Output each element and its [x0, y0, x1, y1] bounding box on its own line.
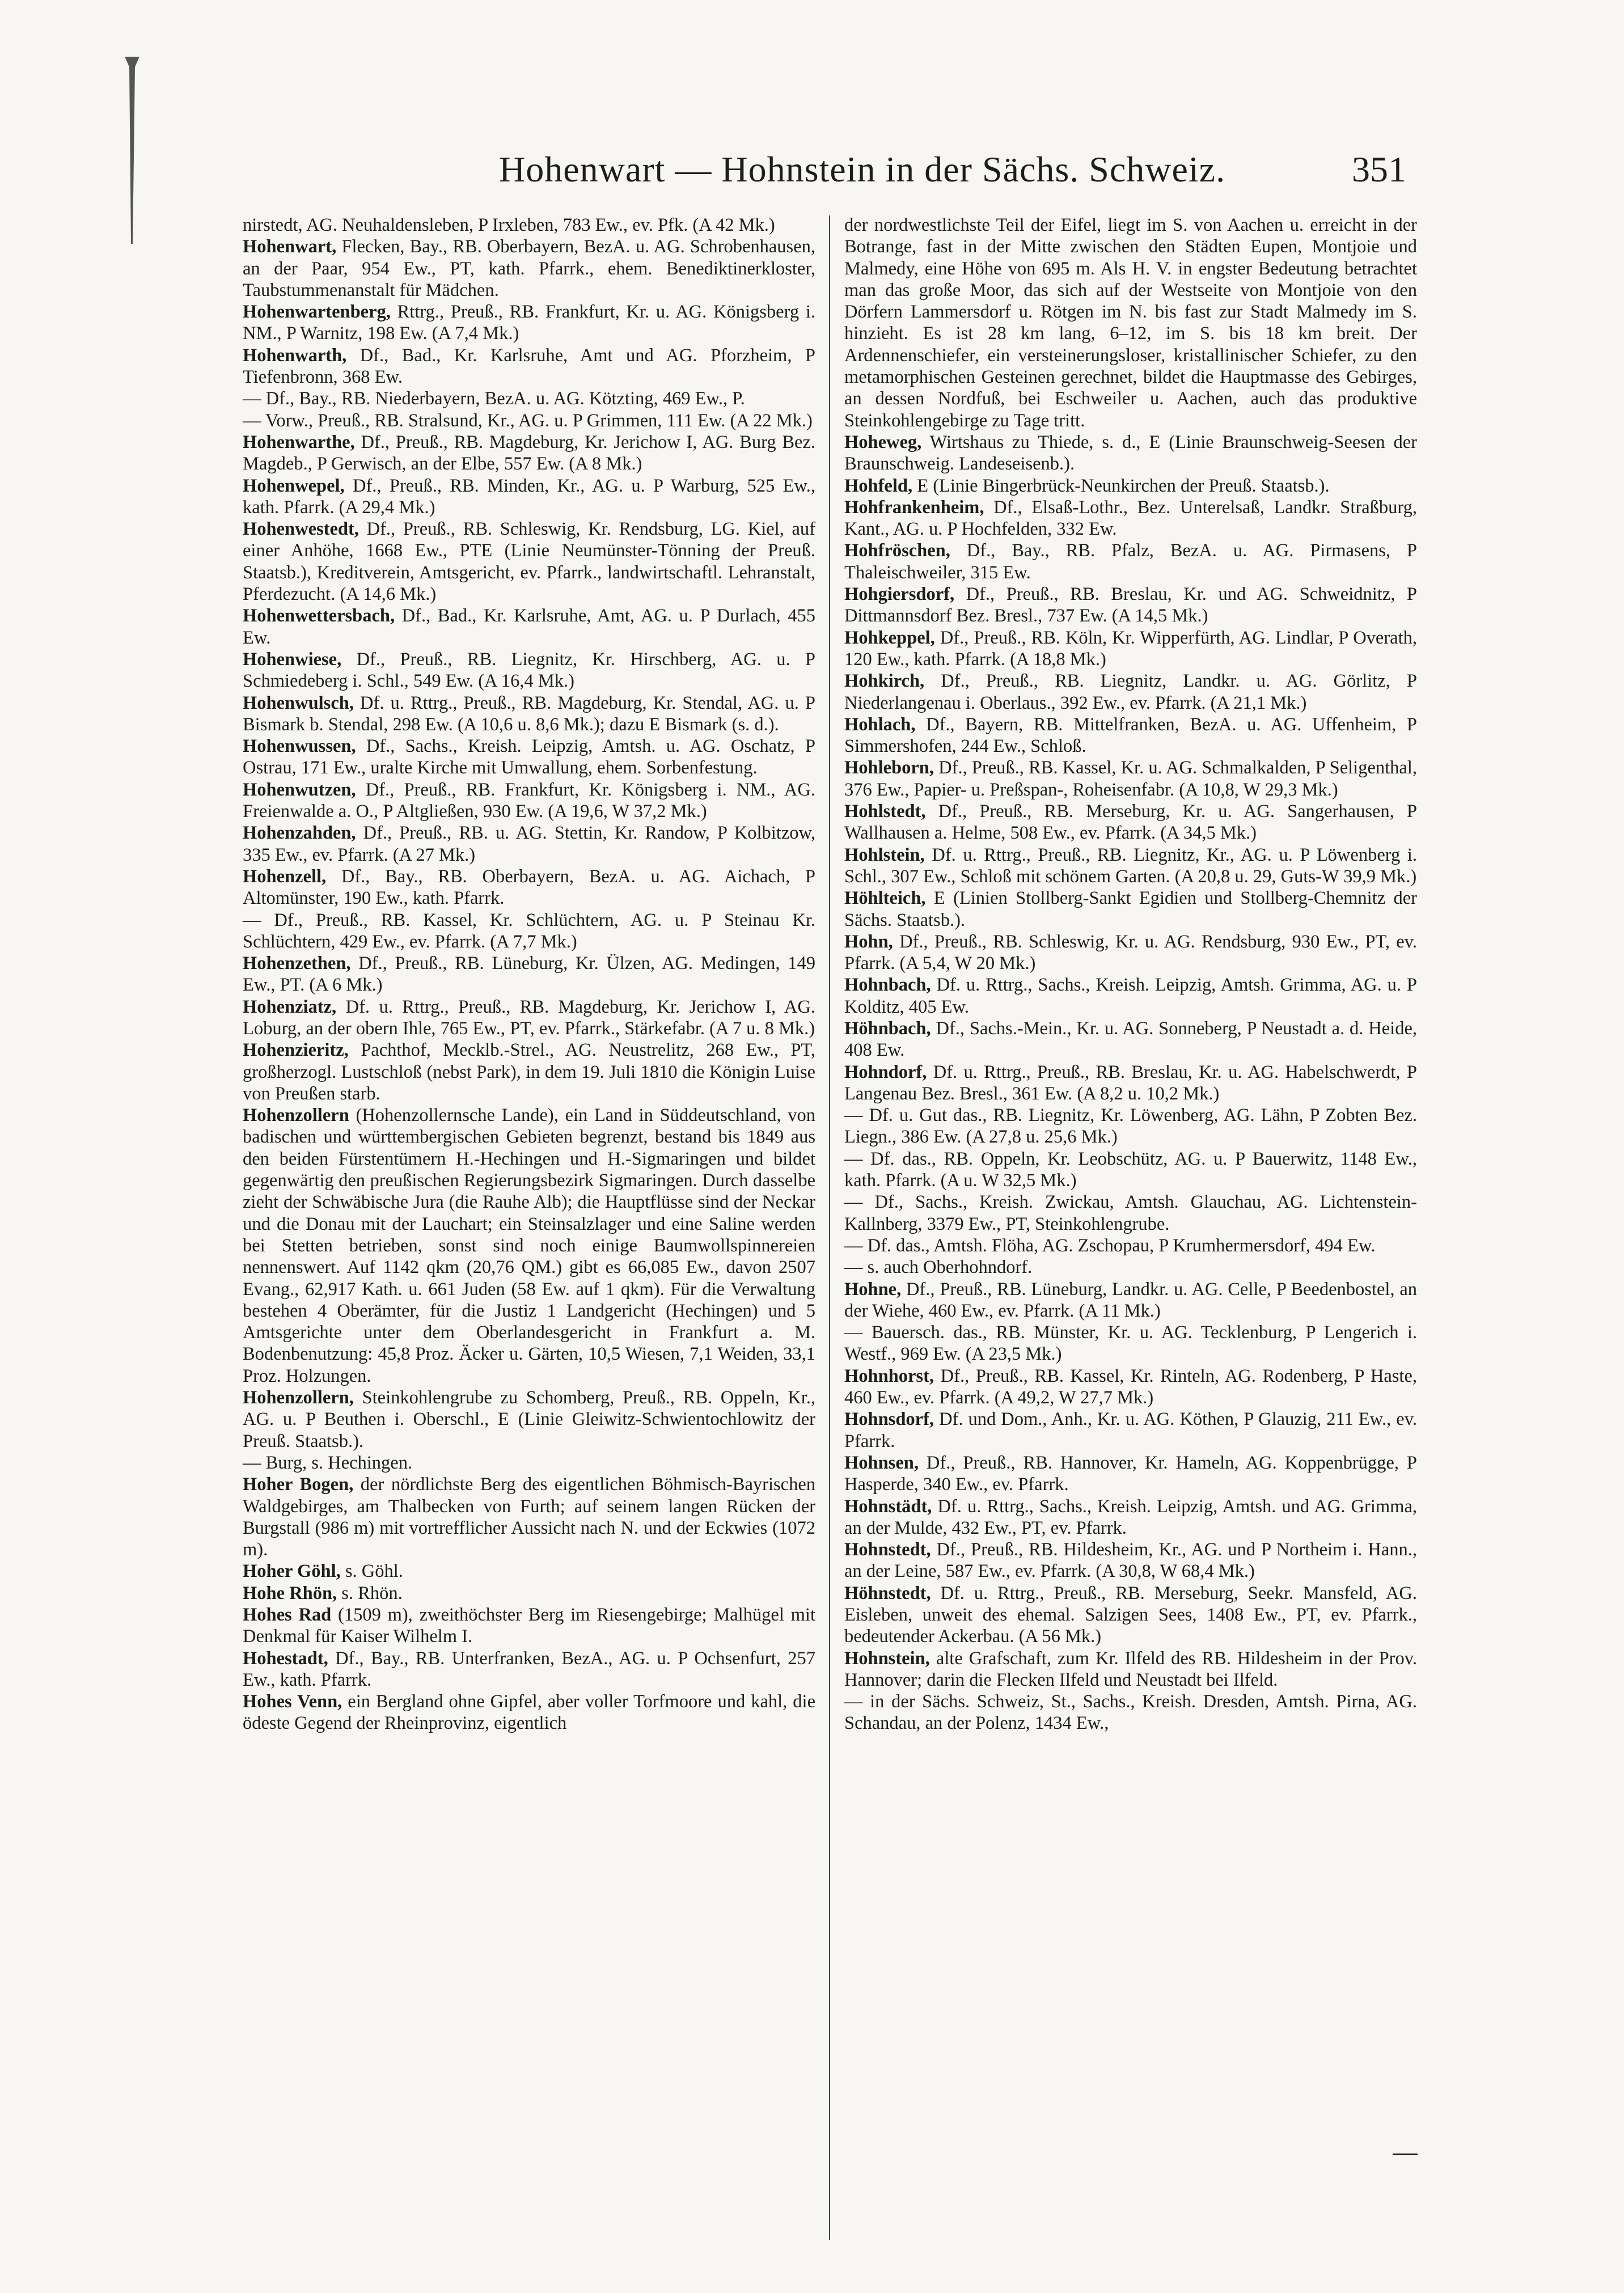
entry-text: Df., Preuß., RB. Lüneburg, Landkr. u. AG. Celle, P Beedenbostel, an der Wiehe, 460 Ew., ev. Pfarrk. (A 11 Mk.): [844, 1279, 1417, 1321]
dictionary-entry: [844, 1191, 1417, 1235]
entry-headword: Hohndorf,: [844, 1061, 927, 1082]
dictionary-entry: [243, 301, 815, 345]
entry-text: — Burg, s. Hechingen.: [243, 1452, 413, 1473]
entry-text: Steinkohlengrube zu Schomberg, Preuß., RB. Oppeln, Kr., AG. u. P Beuthen i. Oberschl., E (Linie Gleiwitz-Schwientochlowitz der Preuß. Staatsb.).: [243, 1387, 815, 1452]
dictionary-entry: [243, 692, 815, 736]
dictionary-entry: [243, 1452, 815, 1474]
entry-text: alte Grafschaft, zum Kr. Ilfeld des RB. Hildesheim in der Prov. Hannover; darin die Flecken Ilfeld und Neustadt bei Ilfeld.: [844, 1648, 1417, 1690]
dictionary-entry: [243, 345, 815, 388]
dictionary-entry: [844, 1235, 1417, 1257]
entry-headword: Hohenwutzen,: [243, 779, 356, 800]
entry-text: — Df., Preuß., RB. Kassel, Kr. Schlüchtern, AG. u. P Steinau Kr. Schlüchtern, 429 Ew., ev. Pfarrk. (A 7,7 Mk.): [243, 909, 815, 952]
dictionary-entry: [243, 1560, 815, 1582]
entry-text: Df. u. Rttrg., Preuß., RB. Magdeburg, Kr. Stendal, AG. u. P Bismark b. Stendal, 298 Ew. (A 10,6 u. 8,6 Mk.); dazu E Bismark (s. d.).: [243, 692, 815, 735]
entry-headword: Höhnbach,: [844, 1018, 931, 1039]
entry-text: — Df. das., RB. Oppeln, Kr. Leobschütz, AG. u. P Bauerwitz, 1148 Ew., kath. Pfarrk. (A u. W 32,5 Mk.): [844, 1148, 1417, 1191]
dictionary-entry: [844, 431, 1417, 475]
entry-text: Df., Preuß., RB. u. AG. Stettin, Kr. Randow, P Kolbitzow, 335 Ew., ev. Pfarrk. (A 27 Mk.): [243, 823, 815, 865]
entry-text: Df., Preuß., RB. Minden, Kr., AG. u. P Warburg, 525 Ew., kath. Pfarrk. (A 29,4 Mk.): [243, 475, 815, 518]
entry-headword: Hohenwestedt,: [243, 519, 359, 540]
entry-headword: Hohkirch,: [844, 671, 925, 692]
entry-headword: Hohfeld,: [844, 475, 913, 496]
entry-text: Df. und Dom., Anh., Kr. u. AG. Köthen, P Glauzig, 211 Ew., ev. Pfarrk.: [844, 1409, 1417, 1452]
entry-text: — Bauersch. das., RB. Münster, Kr. u. AG. Tecklenburg, P Lengerich i. Westf., 969 Ew. (A 23,5 Mk.): [844, 1322, 1417, 1365]
entry-text: Df. u. Rttrg., Sachs., Kreish. Leipzig, Amtsh. Grimma, AG. u. P Kolditz, 405 Ew.: [844, 975, 1417, 1017]
entry-headword: Hohnstein,: [844, 1648, 930, 1669]
entry-headword: Hohenzahden,: [243, 823, 356, 844]
dictionary-entry: [243, 475, 815, 519]
dictionary-entry: [844, 714, 1417, 758]
dictionary-entry: [844, 1496, 1417, 1539]
entry-headword: Hohenwart,: [243, 236, 337, 257]
entry-text: s. Göhl.: [340, 1561, 403, 1582]
dictionary-entry: [844, 1583, 1417, 1648]
entry-headword: Hohfröschen,: [844, 540, 950, 561]
entry-headword: Hohenzieritz,: [243, 1040, 349, 1061]
entry-headword: Hohnstedt,: [844, 1539, 931, 1560]
entry-text: Df., Preuß., RB. Hildesheim, Kr., AG. und P Northeim i. Hann., an der Leine, 587 Ew., ev. Pfarrk. (A 30,8, W 68,4 Mk.): [844, 1539, 1417, 1582]
dictionary-entry: [243, 410, 815, 431]
running-title: Hohenwart — Hohnstein in der Sächs. Schweiz.: [499, 149, 1226, 189]
entry-text: (1509 m), zweithöchster Berg im Riesengebirge; Malhügel mit Denkmal für Kaiser Wilhelm I.: [243, 1605, 815, 1647]
entry-text: Df., Preuß., RB. Köln, Kr. Wipperfürth, AG. Lindlar, P Overath, 120 Ew., kath. Pfarrk. (A 18,8 Mk.): [844, 627, 1417, 670]
entry-text: — Df. das., Amtsh. Flöha, AG. Zschopau, P Krumhermersdorf, 494 Ew.: [844, 1235, 1376, 1256]
entry-text: Df., Bad., Kr. Karlsruhe, Amt und AG. Pforzheim, P Tiefenbronn, 368 Ew.: [243, 345, 815, 388]
entry-text: — s. auch Oberhohndorf.: [844, 1257, 1033, 1278]
dictionary-entry: [844, 1061, 1417, 1105]
entry-text: E (Linie Bingerbrück-Neunkirchen der Preuß. Staatsb.).: [912, 475, 1330, 496]
entry-headword: Hohn,: [844, 931, 893, 952]
entry-text: Df., Bayern, RB. Mittelfranken, BezA. u. AG. Uffenheim, P Simmershofen, 244 Ew., Schloß.: [844, 714, 1417, 757]
entry-headword: Hohenwulsch,: [243, 692, 354, 713]
dictionary-entry: [844, 1148, 1417, 1192]
dictionary-entry: [243, 953, 815, 996]
dictionary-entry: [844, 583, 1417, 627]
dictionary-entry: [243, 822, 815, 866]
entry-headword: Hohenwarth,: [243, 345, 347, 366]
entry-headword: Hohenzethen,: [243, 953, 351, 974]
entry-text: E (Linien Stollberg-Sankt Egidien und Stollberg-Chemnitz der Sächs. Staatsb.).: [844, 888, 1417, 930]
entry-text: Df., Sachs., Kreish. Leipzig, Amtsh. u. AG. Oschatz, P Ostrau, 171 Ew., uralte Kirche mit Umwallung, ehem. Sorbenfestung.: [243, 736, 815, 779]
entry-text: Df., Sachs.-Mein., Kr. u. AG. Sonneberg, P Neustadt a. d. Heide, 408 Ew.: [844, 1018, 1417, 1061]
entry-headword: Hohe Rhön,: [243, 1583, 337, 1604]
entry-text: Df., Bay., RB. Oberbayern, BezA. u. AG. Aichach, P Altomünster, 190 Ew., kath. Pfarrk.: [243, 866, 815, 909]
entry-headword: Hohgiersdorf,: [844, 584, 955, 605]
entry-text: Wirtshaus zu Thiede, s. d., E (Linie Braunschweig-Seesen der Braunschweig. Landeseisenb.).: [844, 431, 1417, 475]
column-divider: [829, 215, 830, 2240]
dictionary-entry: [243, 518, 815, 605]
entry-text: Rttrg., Preuß., RB. Frankfurt, Kr. u. AG. Königsberg i. NM., P Warnitz, 198 Ew. (A 7,4 Mk.): [243, 302, 815, 344]
entry-headword: Hohfrankenheim,: [844, 497, 984, 518]
dictionary-entry: [243, 1648, 815, 1691]
left-column: [243, 214, 815, 1734]
dictionary-entry: [243, 735, 815, 779]
entry-headword: Hohnsen,: [844, 1452, 919, 1473]
entry-headword: Hohlach,: [844, 714, 916, 735]
dictionary-entry: [243, 605, 815, 649]
entry-text: Pachthof, Mecklb.-Strel., AG. Neustrelitz, 268 Ew., PT, großherzogl. Lustschloß (nebst Park), in dem 19. Juli 1810 die Königin Luise von Preußen starb.: [243, 1040, 815, 1104]
entry-headword: Hohnsdorf,: [844, 1409, 934, 1430]
entry-text: Df. u. Rttrg., Sachs., Kreish. Leipzig, Amtsh. und AG. Grimma, an der Mulde, 432 Ew., PT, ev. Pfarrk.: [844, 1496, 1417, 1538]
entry-headword: Hohenwarthe,: [243, 431, 355, 452]
dictionary-entry: [844, 1322, 1417, 1365]
entry-headword: Höhnstedt,: [844, 1583, 931, 1604]
entry-text: Df. u. Rttrg., Preuß., RB. Magdeburg, Kr. Jerichow I, AG. Loburg, an der obern Ihle, 765 Ew., PT, ev. Pfarrk., Stärkefabr. (A 7 u. 8 Mk.): [243, 996, 815, 1039]
entry-text: — Vorw., Preuß., RB. Stralsund, Kr., AG. u. P Grimmen, 111 Ew. (A 22 Mk.): [243, 410, 813, 431]
entry-headword: Hohenwussen,: [243, 736, 356, 757]
entry-headword: Hohenwiese,: [243, 649, 342, 670]
entry-headword: Höhlteich,: [844, 888, 926, 909]
entry-headword: Hohestadt,: [243, 1648, 328, 1669]
entry-text: Df., Elsaß-Lothr., Bez. Unterelsaß, Landkr. Straßburg, Kant., AG. u. P Hochfelden, 332 Ew.: [844, 497, 1417, 540]
dictionary-entry: [243, 388, 815, 409]
dictionary-entry: [844, 757, 1417, 801]
entry-text: Df., Bay., RB. Unterfranken, BezA., AG. u. P Ochsenfurt, 257 Ew., kath. Pfarrk.: [243, 1648, 815, 1690]
page-number: 351: [1352, 149, 1406, 189]
dictionary-entry: [243, 1691, 815, 1734]
dictionary-entry: [243, 779, 815, 823]
entry-headword: Hohenziatz,: [243, 996, 337, 1017]
entry-text: ein Bergland ohne Gipfel, aber voller Torfmoore und kahl, die ödeste Gegend der Rheinprovinz, eigentlich: [243, 1691, 815, 1734]
dictionary-entry: [243, 996, 815, 1040]
right-column: [844, 214, 1417, 1734]
entry-text: der nördlichste Berg des eigentlichen Böhmisch-Bayrischen Waldgebirges, am Thalbecken von Furth; auf seinem langen Rücken der Burgstall (986 m) mit vortrefflicher Aussicht nach N. und der Eckwies (1072 m).: [243, 1474, 815, 1560]
dictionary-entry: [243, 431, 815, 475]
entry-headword: Hohleborn,: [844, 758, 934, 779]
entry-text: Df. u. Rttrg., Preuß., RB. Merseburg, Seekr. Mansfeld, AG. Eisleben, unweit des ehemal. Salzigen Sees, 1408 Ew., PT, ev. Pfarrk., bedeutender Ackerbau. (A 56 Mk.): [844, 1583, 1417, 1647]
entry-headword: Hohenwepel,: [243, 475, 345, 496]
dictionary-entry: [844, 1105, 1417, 1148]
dictionary-entry: [243, 1039, 815, 1105]
entry-headword: Hohne,: [844, 1279, 902, 1300]
dictionary-entry: [844, 1452, 1417, 1496]
dictionary-entry: [844, 801, 1417, 844]
entry-text: Df., Preuß., RB. Frankfurt, Kr. Königsberg i. NM., AG. Freienwalde a. O., P Altgließen, 930 Ew. (A 19,6, W 37,2 Mk.): [243, 779, 815, 822]
dictionary-entry: [844, 497, 1417, 540]
entry-text: — Df. u. Gut das., RB. Liegnitz, Kr. Löwenberg, AG. Lähn, P Zobten Bez. Liegn., 386 Ew. (A 27,8 u. 25,6 Mk.): [844, 1105, 1417, 1148]
dictionary-entry: [844, 540, 1417, 583]
entry-text: Df., Preuß., RB. Breslau, Kr. und AG. Schweidnitz, P Dittmannsdorf Bez. Bresl., 737 Ew. (A 14,5 Mk.): [844, 584, 1417, 627]
dictionary-entry: [844, 1018, 1417, 1061]
entry-headword: Hohenzollern: [243, 1105, 349, 1126]
entry-text: — in der Sächs. Schweiz, St., Sachs., Kreish. Dresden, Amtsh. Pirna, AG. Schandau, an der Polenz, 1434 Ew.,: [844, 1691, 1417, 1734]
binding-mark-icon: [124, 57, 141, 244]
entry-text: Df., Preuß., RB. Hannover, Kr. Hameln, AG. Koppenbrügge, P Hasperde, 340 Ew., ev. Pfarrk.: [844, 1452, 1417, 1495]
dictionary-entry: [844, 887, 1417, 931]
entry-text: Df., Preuß., RB. Magdeburg, Kr. Jerichow I, AG. Burg Bez. Magdeb., P Gerwisch, an der Elbe, 557 Ew. (A 8 Mk.): [243, 431, 815, 475]
page-header: [238, 149, 1406, 200]
entry-headword: Hohnstädt,: [844, 1496, 932, 1517]
dictionary-entry: [243, 1474, 815, 1560]
dictionary-entry: [243, 649, 815, 692]
dictionary-entry: [844, 475, 1417, 497]
entry-headword: Hohenwettersbach,: [243, 606, 395, 627]
dictionary-entry: [844, 670, 1417, 714]
dictionary-entry: [243, 909, 815, 953]
entry-text: Df., Bay., RB. Pfalz, BezA. u. AG. Pirmasens, P Thaleischweiler, 315 Ew.: [844, 540, 1417, 583]
entry-headword: Hohenzollern,: [243, 1387, 354, 1408]
entry-text: — Df., Bay., RB. Niederbayern, BezA. u. AG. Kötzting, 469 Ew., P.: [243, 388, 745, 409]
entry-text: — Df., Sachs., Kreish. Zwickau, Amtsh. Glauchau, AG. Lichtenstein-Kallnberg, 3379 Ew., PT, Steinkohlengrube.: [844, 1192, 1417, 1234]
entry-text: s. Rhön.: [337, 1583, 403, 1604]
entry-headword: Hoher Göhl,: [243, 1561, 341, 1582]
entry-text: Df., Preuß., RB. Lüneburg, Kr. Ülzen, AG. Medingen, 149 Ew., PT. (A 6 Mk.): [243, 953, 815, 996]
entry-text: (Hohenzollernsche Lande), ein Land in Süddeutschland, von badischen und württembergischen Gebieten begrenzt, bestand bis 1849 aus den beiden Fürstentümern H.-Hechingen und H.-Sigmaringen und bildet gegenwärtig den preußischen Regierungsbezirk Sigmaringen. Durch dasselbe zieht der Schwäbische Jura (die Rauhe Alb); die Hauptflüsse sind der Neckar und die Donau mit der Lauchart; ein Steinsalzlager und eine Saline werden bei Stetten betrieben, sonst sind noch einige Baumwollspinnereien nennenswert. Auf 1142 qkm (20,76 QM.) gibt es 66,085 Ew., davon 2507 Evang., 62,917 Kath. u. 661 Juden (58 Ew. auf 1 qkm). Für die Verwaltung bestehen 4 Oberämter, für die Justiz 1 Landgericht (Hechingen) und 5 Amtsgerichte unter dem Oberlandesgericht in Frankfurt a. M. Bodenbenutzung: 45,8 Proz. Äcker u. Gärten, 10,5 Wiesen, 7,1 Weiden, 33,1 Proz. Holzungen.: [243, 1105, 815, 1386]
dictionary-entry: [243, 1387, 815, 1452]
dictionary-entry: [243, 236, 815, 301]
dictionary-entry: [844, 1408, 1417, 1452]
entry-text: Df., Preuß., RB. Schleswig, Kr. u. AG. Rendsburg, 930 Ew., PT, ev. Pfarrk. (A 5,4, W 20 Mk.): [844, 931, 1417, 974]
dictionary-entry: [243, 214, 815, 236]
dictionary-entry: [844, 1279, 1417, 1322]
dictionary-entry: [844, 974, 1417, 1018]
dictionary-entry: [844, 627, 1417, 671]
entry-text: Df., Preuß., RB. Kassel, Kr. u. AG. Schmalkalden, P Seligenthal, 376 Ew., Papier- u. Preßspan-, Roheisenfabr. (A 10,8, W 29,3 Mk.): [844, 758, 1417, 800]
dictionary-entry: [844, 931, 1417, 975]
entry-headword: Hohlstedt,: [844, 801, 926, 822]
entry-text: Df. u. Rttrg., Preuß., RB. Liegnitz, Kr., AG. u. P Löwenberg i. Schl., 307 Ew., Schloß mit schönem Garten. (A 20,8 u. 29, Guts-W 39,9 Mk.): [844, 844, 1417, 887]
dictionary-entry: [844, 214, 1417, 431]
entry-text: Df., Preuß., RB. Liegnitz, Landkr. u. AG. Görlitz, P Niederlangenau i. Oberlaus., 392 Ew., ev. Pfarrk. (A 21,1 Mk.): [844, 671, 1417, 713]
dictionary-entry: [844, 1539, 1417, 1583]
entry-headword: Hohnhorst,: [844, 1365, 934, 1386]
entry-text: Df., Bad., Kr. Karlsruhe, Amt, AG. u. P Durlach, 455 Ew.: [243, 606, 815, 648]
dictionary-entry: [844, 1648, 1417, 1691]
dictionary-entry: [844, 844, 1417, 888]
dictionary-entry: [243, 866, 815, 909]
dictionary-entry: [243, 1604, 815, 1648]
entry-text: Flecken, Bay., RB. Oberbayern, BezA. u. AG. Schrobenhausen, an der Paar, 954 Ew., PT, kath. Pfarrk., ehem. Benediktinerkloster, Taubstummenanstalt für Mädchen.: [243, 236, 815, 301]
entry-headword: Hoheweg,: [844, 431, 922, 452]
entry-headword: Hohlstein,: [844, 844, 925, 865]
dictionary-entry: [844, 1365, 1417, 1409]
entry-text: Df., Preuß., RB. Kassel, Kr. Rinteln, AG. Rodenberg, P Haste, 460 Ew., ev. Pfarrk. (A 49,2, W 27,7 Mk.): [844, 1365, 1417, 1408]
dictionary-entry: [243, 1583, 815, 1604]
entry-text: Df., Preuß., RB. Schleswig, Kr. Rendsburg, LG. Kiel, auf einer Anhöhe, 1668 Ew., PTE (Linie Neumünster-Tönning der Preuß. Staatsb.), Kreditverein, Amtsgericht, ev. Pfarrk., landwirtschaftl. Lehranstalt, Pferdezucht. (A 14,6 Mk.): [243, 519, 815, 605]
entry-headword: Hohenzell,: [243, 866, 327, 887]
entry-headword: Hohes Rad: [243, 1605, 332, 1625]
entry-headword: Hohnbach,: [844, 975, 931, 996]
entry-text: Df., Preuß., RB. Merseburg, Kr. u. AG. Sangerhausen, P Wallhausen a. Helme, 508 Ew., ev. Pfarrk. (A 34,5 Mk.): [844, 801, 1417, 844]
entry-text: Df., Preuß., RB. Liegnitz, Kr. Hirschberg, AG. u. P Schmiedeberg i. Schl., 549 Ew. (A 16,4 Mk.): [243, 649, 815, 692]
entry-text: der nordwestlichste Teil der Eifel, liegt im S. von Aachen u. erreicht in der Botrange, fast in der Mitte zwischen den Städten Eupen, Montjoie und Malmedy, eine Höhe von 695 m. Als H. V. in engster Bedeutung betrachtet man das große Moor, das sich auf der Westseite von Montjoie von den Dörfern Lammersdorf u. Rötgen im N. bis fast zur Stadt Malmedy im S. hinzieht. Es ist 28 km lang, 6–12, im S. bis 18 km breit. Der Ardennenschiefer, ein versteinerungsloser, kristallinischer Schiefer, zu den metamorphischen Gesteinen gerechnet, bildet die Hauptmasse des Gebirges, an dessen Nordfuß, bei Eschweiler u. Aachen, auch das produktive Steinkohlengebirge zu Tage tritt.: [844, 215, 1417, 431]
entry-headword: Hohkeppel,: [844, 627, 935, 648]
footer-rule: [1393, 2154, 1418, 2155]
dictionary-entry: [844, 1691, 1417, 1734]
entry-headword: Hoher Bogen,: [243, 1474, 354, 1495]
entry-headword: Hohes Venn,: [243, 1691, 342, 1712]
dictionary-entry: [243, 1105, 815, 1387]
entry-text: Df. u. Rttrg., Preuß., RB. Breslau, Kr. u. AG. Habelschwerdt, P Langenau Bez. Bresl., 361 Ew. (A 8,2 u. 10,2 Mk.): [844, 1061, 1417, 1104]
entry-headword: Hohenwartenberg,: [243, 302, 391, 323]
dictionary-entry: [844, 1257, 1417, 1278]
entry-text: nirstedt, AG. Neuhaldensleben, P Irxleben, 783 Ew., ev. Pfk. (A 42 Mk.): [243, 215, 775, 235]
